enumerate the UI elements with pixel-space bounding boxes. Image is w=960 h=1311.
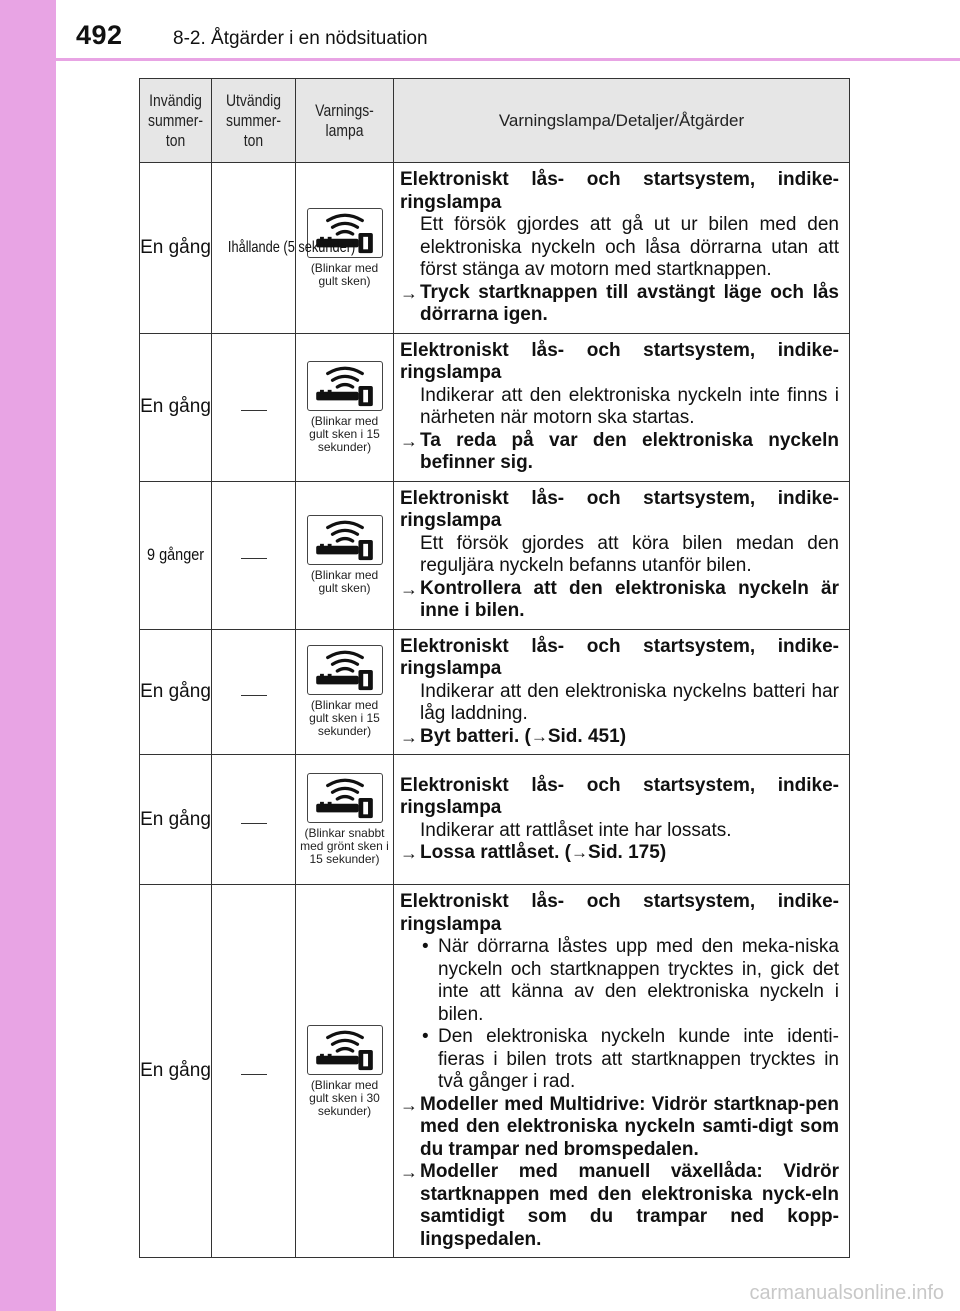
empty-value-dash	[241, 410, 267, 411]
warning-light-cell	[296, 481, 394, 629]
empty-value-dash	[241, 823, 267, 824]
lamp-note: (Blinkar med gult sken)	[310, 260, 379, 288]
warning-light-cell	[296, 333, 394, 481]
warning-light-cell	[296, 885, 394, 1258]
chapter-title: 8-2. Åtgärder i en nödsituation	[173, 28, 428, 49]
lamp-note: (Blinkar med gult sken i 30 sekunder)	[309, 1077, 380, 1118]
external-buzzer-cell	[212, 333, 296, 481]
smart-key-indicator-icon	[307, 773, 383, 823]
smart-key-indicator-icon	[307, 515, 383, 565]
warning-heading: Elektroniskt lås- och startsystem, indike-ringslampa	[400, 339, 839, 383]
external-buzzer-cell	[212, 755, 296, 885]
details-cell	[394, 481, 850, 629]
table-row	[140, 481, 850, 629]
column-header-warning-light: Varnings-lampa	[296, 79, 394, 163]
internal-buzzer-cell: En gång	[140, 333, 212, 481]
page-number: 492	[76, 20, 123, 50]
warning-buzzer-table	[139, 78, 850, 1258]
table-row	[140, 885, 850, 1258]
warning-description: Indikerar att den elektroniska nyckeln inte finns i närheten när motorn ska startas.	[420, 384, 839, 428]
action-item: → Kontrollera att den elektroniska nyckeln är inne i bilen.	[400, 577, 839, 621]
external-buzzer-cell	[212, 629, 296, 755]
external-buzzer-cell	[212, 481, 296, 629]
arrow-right-icon: →	[400, 1094, 418, 1115]
external-buzzer-cell: Ihållande (5 sekunder)	[212, 163, 296, 334]
warning-description: Ett försök gjordes att gå ut ur bilen med den elektroniska nyckeln och låsa dörrarna utan att först stänga av motorn med startknappen.	[420, 214, 839, 280]
lamp-note: (Blinkar snabbt med grönt sken i 15 sekunder)	[300, 826, 389, 866]
table-row	[140, 629, 850, 755]
page-reference-link[interactable]: Sid. 175	[588, 842, 660, 863]
internal-buzzer-cell: En gång	[140, 885, 212, 1258]
side-accent-strip	[0, 0, 56, 1311]
details-cell	[394, 333, 850, 481]
internal-buzzer-cell: En gång	[140, 163, 212, 334]
internal-buzzer-cell: 9 gånger	[140, 481, 212, 629]
column-header-internal-buzzer: Invändig summer-ton	[140, 79, 212, 163]
table-row	[140, 755, 850, 885]
warning-description: Indikerar att rattlåset inte har lossats.	[420, 819, 732, 841]
watermark: carmanualsonline.info	[749, 1282, 944, 1304]
action-item: → Modeller med Multidrive: Vidrör startknap-pen med den elektroniska nyckeln samti-digt som du trampar ned bromspedalen.	[400, 1093, 839, 1160]
list-item: • Den elektroniska nyckeln kunde inte identi-fieras i bilen trots att startknappen trycktes in två gånger i rad.	[422, 1026, 839, 1092]
arrow-right-icon: →	[400, 1162, 418, 1182]
arrow-right-icon: →	[400, 282, 418, 303]
warning-heading: Elektroniskt lås- och startsystem, indike-ringslampa	[400, 635, 839, 679]
action-item: → Modeller med manuell växellåda: Vidrör startknappen med den elektroniska nyck-eln samtidigt som du trampar ned kopp-lingspedalen.	[400, 1161, 839, 1250]
page-reference-link[interactable]: Sid. 451	[547, 725, 620, 747]
smart-key-indicator-icon	[307, 1025, 383, 1075]
empty-value-dash	[241, 1074, 267, 1075]
action-item: → Byt batteri. (→Sid. 451)	[400, 725, 627, 747]
list-item: • När dörrarna låstes upp med den meka-niska nyckeln och startknappen trycktes in, gick det inte att känna av den elektroniska nyckeln i bilen.	[422, 936, 839, 1025]
arrow-right-icon: →	[400, 430, 418, 451]
arrow-right-icon: →	[400, 578, 418, 599]
arrow-right-icon: →	[530, 726, 548, 746]
bullet-icon: •	[422, 936, 429, 957]
column-header-external-buzzer: Utvändig summer-ton	[212, 79, 296, 163]
details-cell	[394, 885, 850, 1258]
table-header-row	[140, 79, 850, 163]
warning-heading: Elektroniskt lås- och startsystem, indike-ringslampa	[400, 169, 839, 213]
arrow-right-icon: →	[571, 843, 588, 862]
details-cell	[394, 629, 850, 755]
warning-light-cell	[296, 629, 394, 755]
internal-buzzer-cell: En gång	[140, 755, 212, 885]
external-buzzer-cell	[212, 885, 296, 1258]
details-cell	[394, 755, 850, 885]
empty-value-dash	[241, 695, 267, 696]
bullet-icon: •	[422, 1026, 429, 1047]
smart-key-indicator-icon	[307, 645, 383, 695]
lamp-note: (Blinkar med gult sken)	[310, 568, 379, 595]
action-item: → Tryck startknappen till avstängt läge och lås dörrarna igen.	[400, 281, 839, 325]
action-item: → Lossa rattlåset. (→Sid. 175)	[400, 842, 667, 863]
arrow-right-icon: →	[400, 843, 418, 863]
lamp-note: (Blinkar med gult sken i 15 sekunder)	[309, 698, 380, 739]
lamp-note: (Blinkar med gult sken i 15 sekunder)	[309, 413, 380, 454]
arrow-right-icon: →	[400, 726, 418, 747]
warning-heading: Elektroniskt lås- och startsystem, indike-ringslampa	[400, 891, 839, 935]
warning-description: Indikerar att den elektroniska nyckelns batteri har låg laddning.	[420, 680, 839, 724]
details-cell	[394, 163, 850, 334]
table-row	[140, 163, 850, 334]
table-row	[140, 333, 850, 481]
warning-heading: Elektroniskt lås- och startsystem, indike-ringslampa	[400, 487, 839, 531]
column-header-details: Varningslampa/Detaljer/Åtgärder	[394, 79, 850, 163]
smart-key-indicator-icon	[307, 361, 383, 411]
empty-value-dash	[241, 558, 267, 559]
header-rule	[56, 58, 960, 61]
warning-light-cell	[296, 755, 394, 885]
action-item: → Ta reda på var den elektroniska nyckeln befinner sig.	[400, 429, 839, 473]
warning-description: Ett försök gjordes att köra bilen medan den reguljära nyckeln befanns utanför bilen.	[420, 532, 839, 576]
warning-heading: Elektroniskt lås- och startsystem, indike-ringslampa	[400, 774, 839, 818]
internal-buzzer-cell: En gång	[140, 629, 212, 755]
